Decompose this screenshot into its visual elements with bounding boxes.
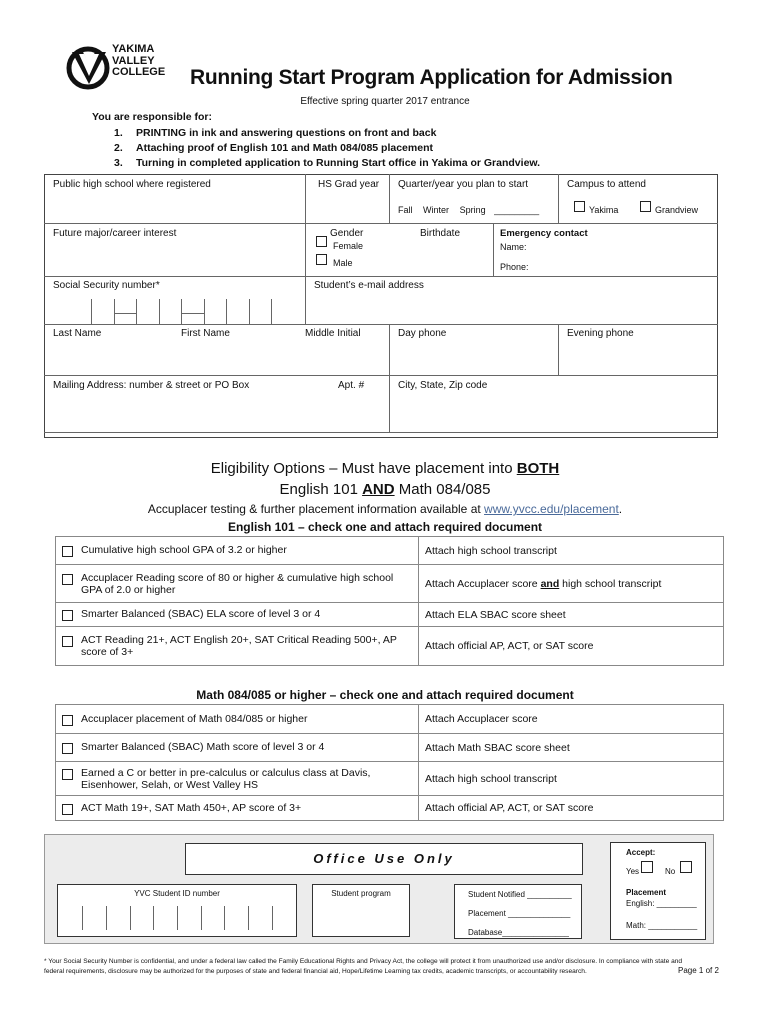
math-criteria: Accuplacer placement of Math 084/085 or higher — [81, 712, 308, 725]
fall-option[interactable]: Fall — [398, 205, 413, 215]
math-criteria: Earned a C or better in pre-calculus or calculus class at Davis, Eisenhower, Selah, or West Valley HS — [81, 766, 371, 791]
math-option-checkbox[interactable] — [62, 715, 73, 726]
item-number: 2. — [114, 142, 123, 154]
english-option-checkbox[interactable] — [62, 546, 73, 557]
math-option-checkbox[interactable] — [62, 769, 73, 780]
math-option-row — [56, 734, 724, 762]
math-text: Math 084/085 — [394, 481, 491, 498]
male-checkbox[interactable] — [316, 254, 327, 265]
student-id-label: YVC Student ID number — [134, 889, 220, 898]
math-option-checkbox[interactable] — [62, 804, 73, 815]
grandview-label: Grandview — [655, 205, 699, 215]
math-criteria: ACT Math 19+, SAT Math 450+, AP score of 3+ — [81, 801, 302, 814]
student-program-label: Student program — [331, 889, 391, 898]
attach-and: and — [540, 577, 560, 590]
eligibility-subheading — [0, 481, 770, 498]
page-title: Running Start Program Application for Admission — [190, 66, 673, 89]
responsibility-item — [114, 156, 540, 171]
english-attach: Attach official AP, ACT, or SAT score — [419, 627, 724, 666]
math-attach: Attach high school transcript — [419, 762, 724, 796]
english-attach — [419, 565, 724, 603]
quarter-field-label: Quarter/year you plan to start — [398, 179, 529, 190]
responsibility-item — [114, 141, 540, 156]
placement-info-period: . — [618, 502, 623, 516]
math-option-checkbox[interactable] — [62, 743, 73, 754]
item-number: 3. — [114, 157, 123, 169]
english-option-row — [56, 603, 724, 627]
responsibility-item — [114, 126, 540, 141]
accept-yes-checkbox[interactable] — [641, 861, 653, 873]
english-option-row — [56, 627, 724, 666]
high-school-field[interactable]: Public high school where registered — [53, 179, 211, 190]
emergency-contact-label: Emergency contact — [500, 228, 588, 239]
ssn-confidentiality-note — [44, 957, 724, 977]
english-option-checkbox[interactable] — [62, 574, 73, 585]
placement-link[interactable]: www.yvcc.edu/placement — [484, 502, 619, 516]
ssn-digit-boxes[interactable] — [91, 299, 273, 324]
campus-field-label: Campus to attend — [567, 179, 646, 190]
math-option-row — [56, 762, 724, 796]
major-field[interactable]: Future major/career interest — [53, 228, 177, 239]
mailing-address-field[interactable]: Mailing Address: number & street or PO Box — [53, 380, 250, 391]
office-placement-field[interactable]: Placement ______________ — [468, 909, 571, 918]
student-notified-field[interactable]: Student Notified __________ — [468, 890, 572, 899]
birthdate-field[interactable]: Birthdate — [420, 228, 461, 239]
database-field[interactable]: Database_______________ — [468, 928, 569, 937]
placement-info-text: Accuplacer testing & further placement information available at — [147, 502, 485, 516]
math-option-row — [56, 705, 724, 734]
english-criteria: ACT Reading 21+, ACT English 20+, SAT Critical Reading 500+, AP score of 3+ — [81, 634, 397, 658]
accept-label: Accept: — [626, 848, 656, 857]
accept-no-label: No — [665, 867, 676, 876]
day-phone-field[interactable]: Day phone — [398, 328, 447, 339]
eligibility-text: Eligibility Options – Must have placement into — [210, 460, 517, 477]
middle-initial-field[interactable]: Middle Initial — [305, 328, 361, 339]
responsibilities-list — [114, 126, 540, 171]
english-criteria: Smarter Balanced (SBAC) ELA score of level 3 or 4 — [81, 608, 321, 620]
spring-year-blank[interactable]: _________ — [494, 205, 540, 215]
first-name-field[interactable]: First Name — [181, 328, 230, 339]
note-line: federal requirements, disclosure may be authorized for the purposes of state and federal financial aid, Hope/Lifetime Learning tax credits, academic transcripts, or accountability research. — [44, 968, 587, 975]
english-attach: Attach ELA SBAC score sheet — [419, 603, 724, 627]
page-subtitle: Effective spring quarter 2017 entrance — [300, 96, 470, 107]
english-criteria: Cumulative high school GPA of 3.2 or higher — [81, 544, 287, 556]
apt-field[interactable]: Apt. # — [338, 380, 365, 391]
grandview-checkbox[interactable] — [640, 201, 651, 212]
eligibility-and: AND — [362, 481, 395, 498]
office-placement-heading: Placement — [626, 888, 667, 897]
college-logo-icon — [66, 44, 110, 90]
item-text: PRINTING in ink and answering questions on front and back — [136, 127, 437, 139]
spring-option[interactable]: Spring — [459, 205, 486, 215]
english-options-table — [55, 536, 724, 666]
math-attach: Attach Math SBAC score sheet — [419, 734, 724, 762]
math-attach: Attach Accuplacer score — [419, 705, 724, 734]
eligibility-heading — [0, 460, 770, 477]
student-id-digit-boxes[interactable] — [82, 906, 272, 930]
logo-line-1: YAKIMA — [112, 43, 155, 55]
attach-text: Attach Accuplacer score — [425, 577, 541, 590]
item-number: 1. — [114, 127, 123, 139]
attach-text: high school transcript — [559, 577, 662, 590]
grad-year-field[interactable]: HS Grad year — [318, 179, 380, 190]
english-option-row — [56, 537, 724, 565]
logo-line-3: COLLEGE — [112, 66, 166, 78]
accept-yes-label: Yes — [626, 867, 640, 876]
note-line: * Your Social Security Number is confidential, and under a federal law called the Family Educational Rights and Privacy Act, the college will protect it from unauthorized use and/or disclosure. In compliance with state and — [44, 958, 683, 965]
office-english-placement[interactable]: English: _________ — [626, 899, 697, 908]
eligibility-both: BOTH — [516, 460, 560, 477]
evening-phone-field[interactable]: Evening phone — [567, 328, 634, 339]
office-math-placement[interactable]: Math: ___________ — [626, 921, 698, 930]
english-option-checkbox[interactable] — [62, 610, 73, 621]
city-state-zip-field[interactable]: City, State, Zip code — [398, 380, 488, 391]
item-text: Attaching proof of English 101 and Math 084/085 placement — [136, 142, 433, 154]
emergency-name-field[interactable]: Name: — [500, 242, 527, 252]
english-option-row — [56, 565, 724, 603]
logo-line-2: VALLEY — [112, 54, 155, 67]
email-field[interactable]: Student’s e-mail address — [314, 280, 424, 291]
yakima-label: Yakima — [589, 205, 619, 215]
math-section-heading: Math 084/085 or higher – check one and attach required document — [196, 688, 574, 702]
math-attach: Attach official AP, ACT, or SAT score — [419, 796, 724, 821]
accept-no-checkbox[interactable] — [680, 861, 692, 873]
math-options-table — [55, 704, 724, 821]
responsibilities-heading: You are responsible for: — [92, 111, 212, 123]
quarter-options[interactable] — [398, 205, 539, 215]
math-criteria: Smarter Balanced (SBAC) Math score of level 3 or 4 — [81, 741, 325, 753]
office-use-title: Office Use Only — [313, 851, 455, 866]
english-option-checkbox[interactable] — [62, 636, 73, 647]
english-section-heading: English 101 – check one and attach required document — [227, 520, 543, 534]
placement-info — [0, 502, 770, 516]
ssn-field-label: Social Security number* — [53, 280, 160, 291]
male-label: Male — [333, 258, 353, 268]
female-label: Female — [333, 241, 364, 251]
female-checkbox[interactable] — [316, 236, 327, 247]
english-criteria: Accuplacer Reading score of 80 or higher & cumulative high school GPA of 2.0 or higher — [81, 571, 394, 596]
logo-wordmark — [112, 44, 165, 79]
last-name-field[interactable]: Last Name — [53, 328, 102, 339]
winter-option[interactable]: Winter — [423, 205, 450, 215]
gender-label: Gender — [330, 228, 364, 239]
item-text: Turning in completed application to Running Start office in Yakima or Grandview. — [136, 157, 541, 169]
emergency-phone-field[interactable]: Phone: — [500, 262, 529, 272]
math-option-row — [56, 796, 724, 821]
yakima-checkbox[interactable] — [574, 201, 585, 212]
english-attach: Attach high school transcript — [419, 537, 724, 565]
page-number: Page 1 of 2 — [678, 966, 719, 975]
english-text: English 101 — [279, 481, 363, 498]
